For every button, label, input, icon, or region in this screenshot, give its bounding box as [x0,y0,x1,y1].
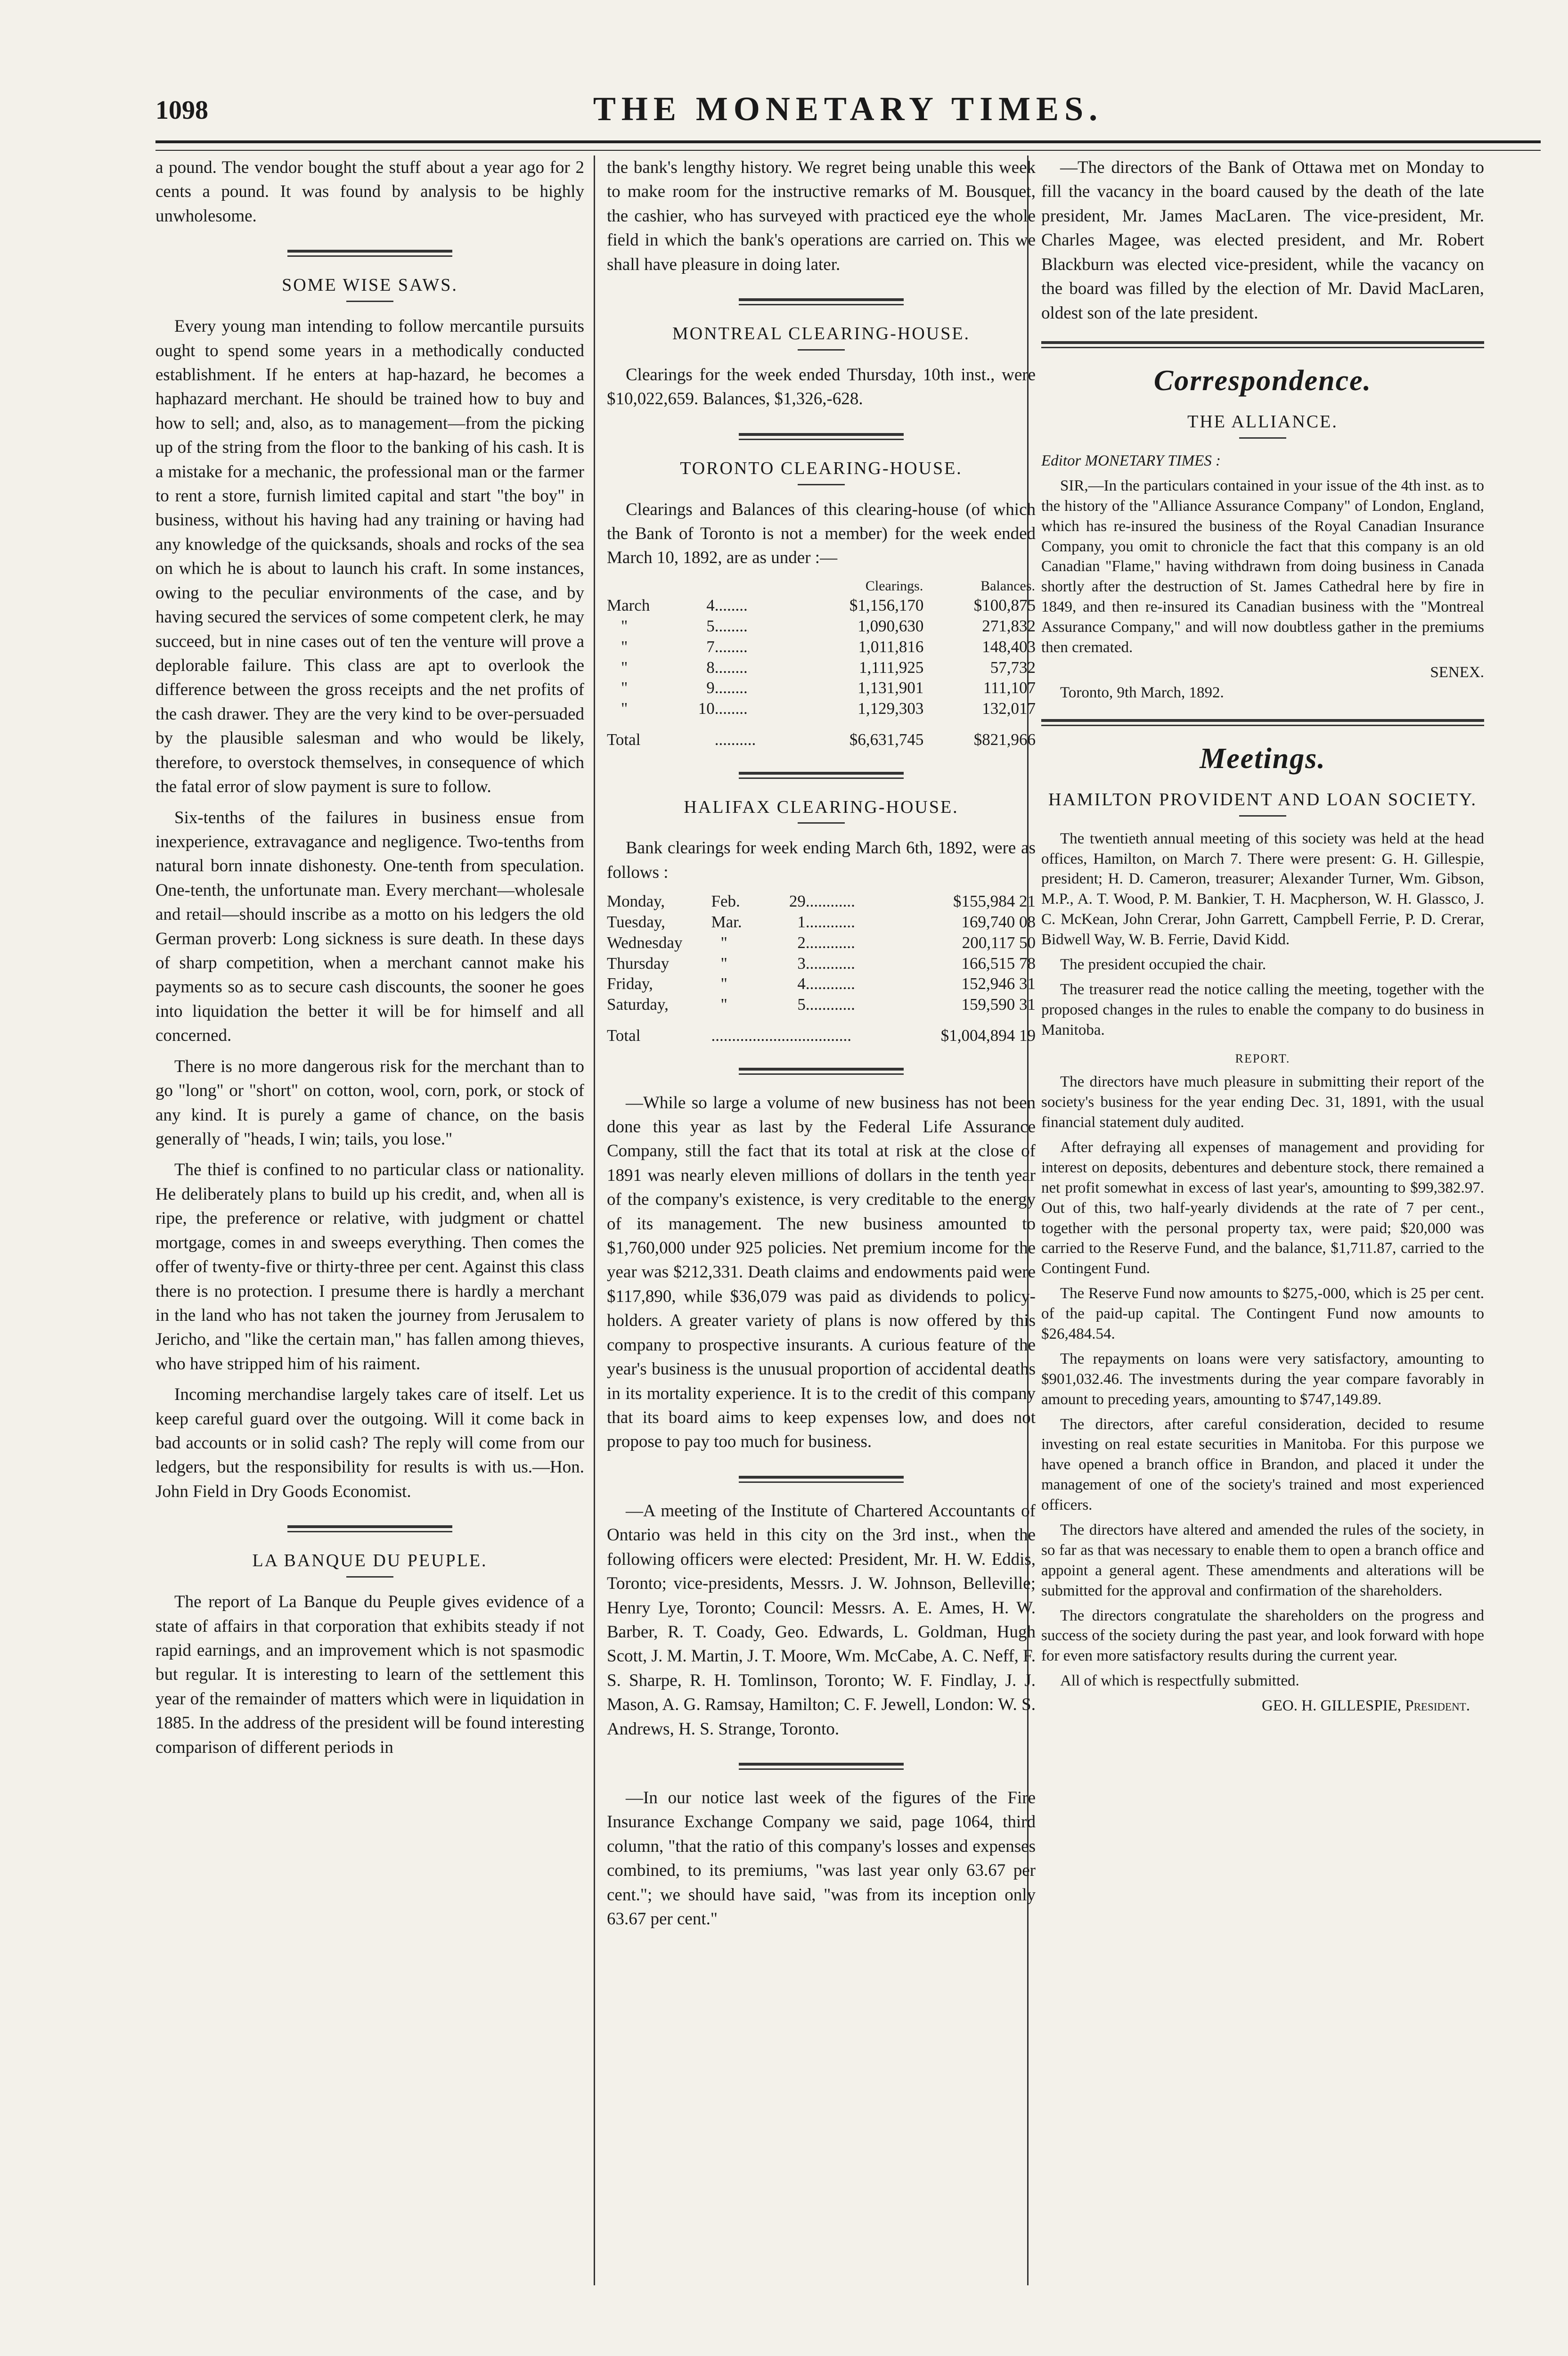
report-paragraph: The president occupied the chair. [1060,956,1266,973]
row-date: 3 [797,954,806,973]
report-paragraph: The repayments on loans were very satisfactory, amounting to $901,032.46. The investments during the year compare favorably in amount to preceding years, amounting to $747,149.89. [1041,1350,1484,1408]
leader-dots: ........ [714,596,748,615]
row-month: " [720,933,727,952]
article-paragraph: There is no more dangerous risk for the merchant than to go "long" or "short" on cotton, wool, corn, pork, or stock of any kind. It is purely a game of chance, on the basis generally of "heads, I win; tails, you lose." [155,1056,584,1149]
heading-rule [798,822,845,824]
article-paragraph: a pound. The vendor bought the stuff about a year ago for 2 cents a pound. It was found by analysis to be highly unwholesome. [155,158,584,226]
total-clearings: $6,631,745 [849,730,924,749]
article-paragraph: —A meeting of the Institute of Chartered Accountants of Ontario was held in this city on the 3rd inst., when the following officers were elected: President, Mr. H. W. Eddis, Toronto; vice-presidents, Messrs. J. W. Johnson, Belleville; Henry Lye, Toronto; Council: Messrs. A. E. Ames, H. W. Barber, R. T. Coady, Geo. Edwards, L. Goldman, Hugh Scott, J. M. Martin, J. T. Moore, Wm. McCabe, A. C. Neff, F. S. Sharpe, R. H. Tomlinson, Toronto; W. F. Findlay, J. J. Mason, A. G. Ramsay, Hamilton; C. F. Jewell, London: W. S. Andrews, H. S. Strange, Toronto. [607,1501,1036,1739]
amount-cell: 169,740 08 [961,913,1036,931]
article-paragraph: Every young man intending to follow mercantile pursuits ought to spend some years in a methodically conducted establishment. If he enters at hap-hazard, he becomes a haphazard merchant. He should be trained how to buy and how to sell; and, also, as to management—from the picking up of the string from the floor to the banking of his cash. It is a mistake for a mechanic, the professional man or the farmer to rent a store, furnish limited capital and start "the boy" in business, without his having had any training or having had any knowledge of the quicksands, shoals and rocks of the sea on which he is about to launch his craft. In some instances, owing to the peculiar environments of the case, and by having secured the services of some competent clerk, he may succeed, but in nine cases out of ten the venture will prove a deplorable failure. This class are apt to overlook the difference between the gross receipts and the net profits of the cash drawer. They are the very kind to be over-persuaded by the plausible salesman and who would be likely, therefore, to overstock themselves, in consequence of which the fatal error of slow payment is sure to follow. [155,317,584,797]
letter-body [1041,451,1484,703]
row-day: 5 [706,617,715,636]
clearings-cell: 1,111,925 [858,658,924,677]
clearings-cell: 1,129,303 [858,699,924,718]
section-separator [739,298,904,305]
amount-cell: 166,515 78 [961,954,1036,973]
column-header: Balances. [980,578,1035,594]
balances-cell: 271,832 [982,617,1036,636]
section-separator [739,1068,904,1075]
total-label: Total [607,1026,641,1045]
leader-dots: ............ [805,913,855,931]
balances-cell: 111,107 [983,679,1036,697]
article-paragraph: Clearings and Balances of this clearing-house (of which the Bank of Toronto is not a member) for the week ended March 10, 1892, are as under :— [607,499,1036,568]
table-row [607,891,1036,912]
table-row [607,657,1036,678]
leader-dots: .......... [714,730,756,749]
column-1 [155,155,584,2304]
row-label: March [607,596,650,615]
table-row [607,912,1036,933]
report-paragraph: The directors have altered and amended the rules of the society, in so far as that was necessary to enable them to open a branch office and appoint a general agent. These amendments and alterations will be submitted for the approval and confirmation of the shareholders. [1041,1522,1484,1599]
report-paragraph: The directors congratulate the shareholders on the progress and success of the society during the past year, and look forward with hope for even more satisfactory results during the current year. [1041,1607,1484,1665]
column-3 [1041,155,1484,2304]
section-separator [1041,719,1484,726]
table-total-row [607,719,1036,750]
row-day: Thursday [607,954,670,973]
heading-rule [1239,437,1286,439]
letter-signature: SENEX. [1430,663,1484,681]
row-day: Wednesday [607,933,683,952]
row-label: " [621,617,628,636]
article-paragraph: —In our notice last week of the figures of the Fire Insurance Exchange Company we said, page 1064, third column, "that the ratio of this company's losses and expenses combined, to its premiums, "was last year only 63.67 per cent."; we should have said, "was from its inception only 63.67 per cent." [607,1788,1036,1929]
section-separator [739,1763,904,1770]
section-heading: TORONTO CLEARING-HOUSE. [680,458,963,478]
row-date: 1 [797,913,806,931]
table-row [607,953,1036,974]
table-header-row [607,577,1036,596]
section-heading: THE ALLIANCE. [1187,412,1338,432]
section-separator [739,772,904,779]
section-heading: MONTREAL CLEARING-HOUSE. [672,324,971,344]
row-month: " [720,995,727,1014]
section-title-correspondence: Correspondence. [1153,364,1372,397]
balances-cell: 132,017 [982,699,1036,718]
row-day: 8 [706,658,715,677]
total-label: Total [607,730,641,749]
article-paragraph: Clearings for the week ended Thursday, 10th inst., were $10,022,659. Balances, $1,326,-628. [607,365,1036,409]
article-paragraph: Bank clearings for week ending March 6th, 1892, were as follows : [607,838,1036,882]
heading-rule [798,484,845,485]
report-subheading: REPORT. [1235,1051,1290,1065]
heading-rule [346,301,393,302]
letter-paragraph: SIR,—In the particulars contained in your issue of the 4th inst. as to the history of the "Alliance Assurance Company" of London, England, which has re-insured the business of the Royal Canadian Insurance Company, you omit to chronicle the fact that this company is an old Canadian "Flame," having withdrawn from doing business in Canada shortly after the destruction of St. James Cathedral here by fire in 1849, and then re-insured its Canadian business with the "Montreal Assurance Company," and will now doubtless gather in the premiums then cremated. [1041,477,1484,656]
table-row [607,595,1036,616]
leader-dots: ............ [805,974,855,993]
article-paragraph: —While so large a volume of new business has not been done this year as last by the Federal Life Assurance Company, still the fact that its total at risk at the close of 1891 was nearly eleven millions of dollars in the tenth year of the company's existence, is very creditable to the energy of its management. The new business amounted to $1,760,000 under 925 policies. Net premium income for the year was $212,331. Death claims and endowments paid were $117,890, while $36,079 was paid as dividends to policy-holders. A greater variety of plans is now offered by this company to prospective insurants. A curious feature of the year's business is the unusual proportion of accidental deaths in its mortality experience. It is to the credit of this company that its board aims to keep expenses low, and does not propose to pay too much for business. [607,1093,1036,1452]
row-month: Feb. [711,892,740,911]
leader-dots: ........ [714,699,748,718]
letter-date: Toronto, 9th March, 1892. [1060,684,1224,701]
article-paragraph: —The directors of the Bank of Ottawa met on Monday to fill the vacancy in the board caused by the death of the late president, Mr. James MacLaren. The vice-president, Mr. Charles Magee, was elected president, and Mr. Robert Blackburn was elected vice-president, while the vacancy on the board was filled by the election of Mr. David MacLaren, oldest son of the late president. [1041,158,1484,323]
section-heading: LA BANQUE DU PEUPLE. [252,1551,488,1571]
column-divider [594,155,595,2285]
row-label: " [621,679,628,697]
section-separator [1041,341,1484,348]
toronto-clearings-table [607,577,1036,750]
report-paragraph: All of which is respectfully submitted. [1060,1672,1299,1690]
leader-dots: ............ [805,954,855,973]
report-paragraph: The directors have much pleasure in submitting their report of the society's business for the year ending Dec. 31, 1891, with the usual financial statement duly audited. [1041,1073,1484,1131]
page-header [155,90,1541,141]
row-day: 7 [706,637,715,656]
section-separator [287,250,452,257]
report-signature: GEO. H. GILLESPIE, President. [1261,1697,1470,1715]
row-month: " [720,954,727,973]
report-paragraph: The treasurer read the notice calling the meeting, together with the proposed changes in the rules to enable the company to do business in Manitoba. [1041,981,1484,1039]
table-row [607,678,1036,698]
leader-dots: .................................. [711,1026,851,1045]
article-paragraph: the bank's lengthy history. We regret being unable this week to make room for the instructive remarks of M. Bousquet, the cashier, who has surveyed with practiced eye the whole field in which the bank's operations are carried on. This we shall have pleasure in doing later. [607,158,1036,274]
report-paragraph: The Reserve Fund now amounts to $275,-000, which is 25 per cent. of the paid-up capital. The Contingent Fund now amounts to $26,484.54. [1041,1285,1484,1342]
table-row [607,994,1036,1015]
article-paragraph: Incoming merchandise largely takes care of itself. Let us keep careful guard over the outgoing. Will it come back in bad accounts or in solid cash? The reply will come from our ledgers, but the responsibility for results is with us.—Hon. John Field in Dry Goods Economist. [155,1385,584,1501]
article-paragraph: The report of La Banque du Peuple gives evidence of a state of affairs in that corporation that exhibits steady if not rapid earnings, and an improvement which is not spasmodic but regular. It is interesting to learn of the settlement this year of the remainder of matters which were in liquidation in 1885. In the address of the president will be found interesting comparison of different periods in [155,1592,584,1757]
header-rule [155,140,1541,151]
section-separator [739,1476,904,1483]
amount-cell: 200,117 50 [962,933,1036,952]
column-2 [607,155,1036,2304]
masthead-title: THE MONETARY TIMES. [593,90,1103,128]
section-separator [739,433,904,440]
table-total-row [607,1015,1036,1046]
section-heading: HAMILTON PROVIDENT AND LOAN SOCIETY. [1048,789,1477,810]
page-number: 1098 [155,96,208,125]
article-paragraph: The thief is confined to no particular class or nationality. He deliberately plans to build up his credit, and, when all is ripe, the preference or relative, with judgment or chattel mortgage, comes in and sweeps everything. Then comes the offer of twenty-five or thirty-three per cent. Against this class there is no protection. I presume there is hardly a merchant in the land who has not taken the journey from Jerusalem to Jericho, and "like the certain man," has fallen among thieves, who have stripped him of his raiment. [155,1160,584,1374]
leader-dots: ............ [805,892,855,911]
row-label: " [621,658,628,677]
heading-rule [798,349,845,351]
balances-cell: $100,875 [973,596,1036,615]
row-label: " [621,699,628,718]
amount-cell: $155,984 21 [953,892,1036,911]
leader-dots: ........ [714,658,748,677]
clearings-cell: 1,090,630 [858,617,924,636]
section-separator [287,1525,452,1532]
heading-rule [346,1576,393,1578]
amount-cell: 152,946 31 [961,974,1036,993]
editor-line: Editor MONETARY TIMES : [1041,452,1221,469]
row-day: Tuesday, [607,913,665,931]
row-month: " [720,974,727,993]
table-row [607,973,1036,994]
row-date: 2 [797,933,806,952]
report-paragraph: The directors, after careful consideration, decided to resume investing on real estate securities in Manitoba. For this purpose we have opened a branch office in Brandon, and placed it under the management of one of the society's trained and most experienced officers. [1041,1415,1484,1514]
leader-dots: ........ [714,637,748,656]
row-label: " [621,637,628,656]
table-row [607,616,1036,637]
row-date: 29 [789,892,806,911]
balances-cell: 57,732 [990,658,1036,677]
clearings-cell: $1,156,170 [849,596,924,615]
row-date: 5 [797,995,806,1014]
total-amount: $1,004,894 19 [940,1026,1036,1045]
heading-rule [1239,815,1286,817]
row-day: Friday, [607,974,653,993]
article-paragraph: Six-tenths of the failures in business ensue from inexperience, extravagance and negligence. Two-tenths from natural born innate dishonesty. One-tenth from speculation. One-tenth, the unfortunate man. Every merchant—wholesale and retail—should inscribe as a motto on his ledgers the old German proverb: Long sickness is sure death. In these days of sharp competition, when a merchant cannot make his payments so as to secure cash discounts, the sooner he goes into liquidation the better it will be for himself and all concerned. [155,808,584,1046]
section-heading: HALIFAX CLEARING-HOUSE. [684,797,959,817]
meeting-report [1041,829,1484,1716]
halifax-clearings-table [607,891,1036,1046]
balances-cell: 148,403 [982,637,1036,656]
section-heading: SOME WISE SAWS. [282,275,458,295]
amount-cell: 159,590 31 [961,995,1036,1014]
leader-dots: ........ [714,617,748,636]
row-day: Monday, [607,892,665,911]
report-paragraph: The twentieth annual meeting of this society was held at the head offices, Hamilton, on March 7. There were present: G. H. Gillespie, president; H. D. Cameron, treasurer; Alexander Turner, Wm. Gibson, M.P., A. T. Wood, P. M. Bankier, T. H. Macpherson, W. H. Glassco, J. C. McKean, John Crerar, John Garrett, Campbell Ferrie, P. D. Crerar, Bidwell Way, W. B. Ferrie, David Kidd. [1041,830,1484,949]
table-row [607,698,1036,719]
row-month: Mar. [711,913,742,931]
leader-dots: ............ [805,933,855,952]
table-row [607,933,1036,953]
column-header: Clearings. [865,578,923,594]
row-date: 4 [797,974,806,993]
row-day: 10 [698,699,715,718]
total-balances: $821,966 [973,730,1036,749]
table-row [607,637,1036,657]
clearings-cell: 1,011,816 [858,637,924,656]
row-day: 9 [706,679,715,697]
row-day: 4 [706,596,715,615]
row-day: Saturday, [607,995,669,1014]
leader-dots: ........ [714,679,748,697]
report-paragraph: After defraying all expenses of management and providing for interest on deposits, debentures and debenture stock, there remained a net profit somewhat in excess of last year's, amounting to $99,382.97. Out of this, two half-yearly dividends at the rate of 7 per cent., together with the personal property tax, were paid; $20,000 was carried to the Reserve Fund, and the balance, $1,711.87, carried to the Contingent Fund. [1041,1138,1484,1277]
section-title-meetings: Meetings. [1200,742,1326,775]
leader-dots: ............ [805,995,855,1014]
clearings-cell: 1,131,901 [858,679,924,697]
